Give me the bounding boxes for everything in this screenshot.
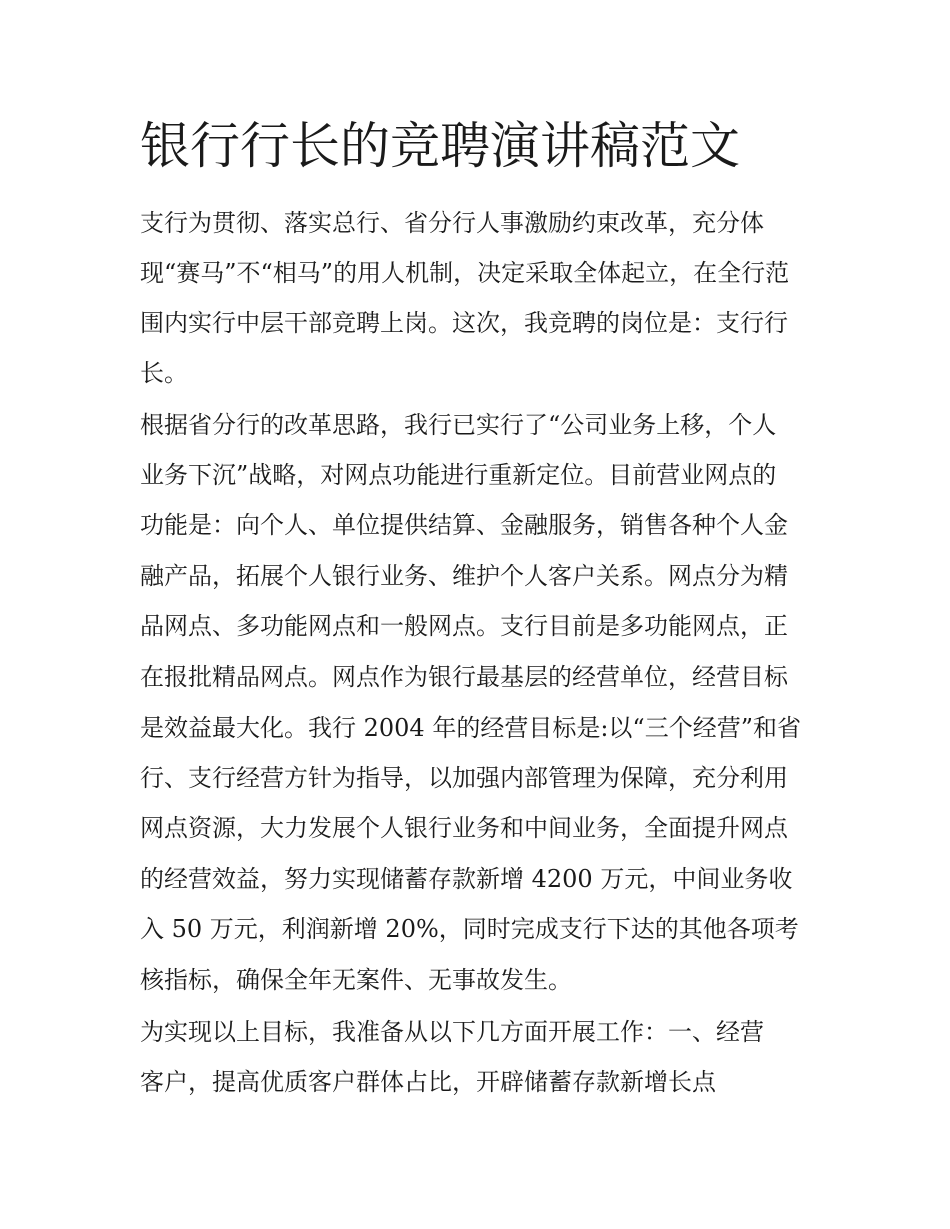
text-line: 行、支行经营方针为指导，以加强内部管理为保障，充分利用 xyxy=(140,764,788,792)
text-line: 业务下沉”战略，对网点功能进行重新定位。目前营业网点的 xyxy=(140,461,777,489)
text-line: 在报批精品网点。网点作为银行最基层的经营单位，经营目标 xyxy=(140,663,788,691)
text-line: 网点资源，大力发展个人银行业务和中间业务，全面提升网点 xyxy=(140,814,788,842)
text-line: 客户，提高优质客户群体占比，开辟储蓄存款新增长点 xyxy=(140,1068,716,1096)
text-line: 品网点、多功能网点和一般网点。支行目前是多功能网点，正 xyxy=(140,612,788,640)
text-line: 功能是：向个人、单位提供结算、金融服务，销售各种个人金 xyxy=(140,511,788,539)
text-line: 现“赛马”不“相马”的用人机制，决定采取全体起立，在全行范 xyxy=(140,259,790,287)
text-line: 入 50 万元，利润新增 20%，同时完成支行下达的其他各项考 xyxy=(140,915,799,943)
text-line: 核指标，确保全年无案件、无事故发生。 xyxy=(140,966,572,994)
text-line: 的经营效益，努力实现储蓄存款新增 4200 万元，中间业务收 xyxy=(140,865,793,893)
text-line: 围内实行中层干部竞聘上岗。这次，我竞聘的岗位是：支行行 xyxy=(140,309,788,337)
text-line: 长。 xyxy=(140,359,188,387)
text-line: 为实现以上目标，我准备从以下几方面开展工作：一、经营 xyxy=(140,1018,764,1046)
text-line: 根据省分行的改革思路，我行已实行了“公司业务上移，个人 xyxy=(140,411,777,439)
document-title: 银行行长的竞聘演讲稿范文 xyxy=(140,117,740,175)
text-line: 是效益最大化。我行 2004 年的经营目标是:以“三个经营”和省 xyxy=(140,714,801,742)
text-line: 支行为贯彻、落实总行、省分行人事激励约束改革，充分体 xyxy=(140,209,764,237)
text-line: 融产品，拓展个人银行业务、维护个人客户关系。网点分为精 xyxy=(140,562,788,590)
